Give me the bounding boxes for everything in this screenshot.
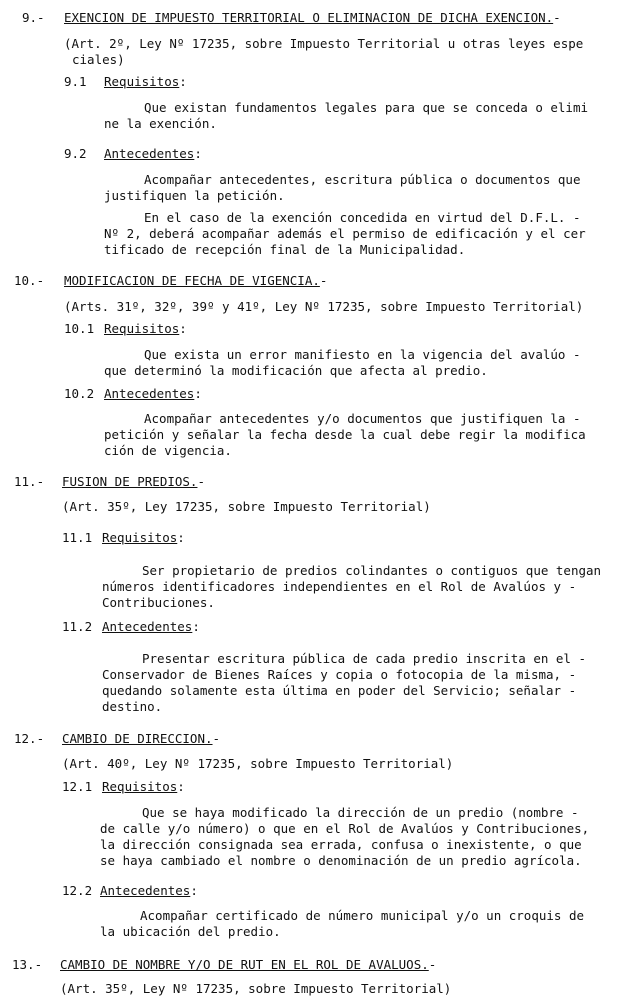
subsection-11-2-number: 11.2 xyxy=(62,619,93,634)
subsection-11-1-number: 11.1 xyxy=(62,530,93,545)
antecedentes-9-2-paragraph-2: En el caso de la exención concedida en virtud del D.F.L. - Nº 2, deberá acompañar además el permiso de edificación y el cer tificado de recepción final de la Municipalidad. xyxy=(104,210,586,257)
section-9-title: EXENCION DE IMPUESTO TERRITORIAL O ELIMINACION DE DICHA EXENCION.- xyxy=(64,10,561,25)
section-12-reference: (Art. 40º, Ley Nº 17235, sobre Impuesto Territorial) xyxy=(62,756,454,771)
antecedentes-10-2-paragraph: Acompañar antecedentes y/o documentos que justifiquen la - petición y señalar la fecha desde la cual debe regir la modifica ción de vigencia. xyxy=(104,411,586,458)
section-11-title: FUSION DE PREDIOS.- xyxy=(62,474,205,489)
requisitos-11-1-paragraph: Ser propietario de predios colindantes o contiguos que tengan números identificadores independientes en el Rol de Avalúos y - Contribuciones. xyxy=(102,563,602,610)
subsection-10-1-label: Requisitos: xyxy=(104,321,187,336)
subsection-10-2-number: 10.2 xyxy=(64,386,95,401)
section-10-reference: (Arts. 31º, 32º, 39º y 41º, Ley Nº 17235, sobre Impuesto Territorial) xyxy=(64,299,584,314)
subsection-12-2-label: Antecedentes: xyxy=(100,883,198,898)
subsection-12-2-number: 12.2 xyxy=(62,883,93,898)
subsection-11-2-label: Antecedentes: xyxy=(102,619,200,634)
subsection-12-1-number: 12.1 xyxy=(62,779,93,794)
subsection-11-1-label: Requisitos: xyxy=(102,530,185,545)
requisitos-9-1-paragraph: Que existan fundamentos legales para que se conceda o elimi ne la exención. xyxy=(104,100,589,131)
section-11-number: 11.- xyxy=(14,474,45,489)
requisitos-12-1-paragraph: Que se haya modificado la dirección de un predio (nombre - de calle y/o número) o que en el Rol de Avalúos y Contribuciones, la dirección consignada sea errada, confusa o inexistente, o que se haya cambiado el nombre o denominación de un predio agrícola. xyxy=(100,805,590,868)
subsection-9-2-label: Antecedentes: xyxy=(104,146,202,161)
section-10-number: 10.- xyxy=(14,273,45,288)
subsection-9-2-number: 9.2 xyxy=(64,146,87,161)
subsection-10-2-label: Antecedentes: xyxy=(104,386,202,401)
section-12-number: 12.- xyxy=(14,731,45,746)
subsection-9-1-label: Requisitos: xyxy=(104,74,187,89)
requisitos-10-1-paragraph: Que exista un error manifiesto en la vigencia del avalúo - que determinó la modificación que afecta al predio. xyxy=(104,347,581,378)
subsection-12-1-label: Requisitos: xyxy=(102,779,185,794)
antecedentes-12-2-paragraph: Acompañar certificado de número municipal y/o un croquis de la ubicación del predio. xyxy=(100,908,585,939)
antecedentes-9-2-paragraph-1: Acompañar antecedentes, escritura pública o documentos que justifiquen la petición. xyxy=(104,172,581,203)
section-12-title: CAMBIO DE DIRECCION.- xyxy=(62,731,221,746)
section-9-number: 9.- xyxy=(22,10,45,25)
section-13-reference: (Art. 35º, Ley Nº 17235, sobre Impuesto Territorial) xyxy=(60,981,452,996)
section-10-title: MODIFICACION DE FECHA DE VIGENCIA.- xyxy=(64,273,328,288)
section-9-reference: (Art. 2º, Ley Nº 17235, sobre Impuesto Territorial u otras leyes espe ciales) xyxy=(64,36,584,67)
antecedentes-11-2-paragraph: Presentar escritura pública de cada predio inscrita en el - Conservador de Bienes Raíces y copia o fotocopia de la misma, - quedando solamente esta última en poder del Servicio; señalar - destino. xyxy=(102,651,587,714)
section-11-reference: (Art. 35º, Ley 17235, sobre Impuesto Territorial) xyxy=(62,499,431,514)
section-13-title: CAMBIO DE NOMBRE Y/O DE RUT EN EL ROL DE AVALUOS.- xyxy=(60,957,437,972)
section-13-number: 13.- xyxy=(12,957,43,972)
subsection-9-1-number: 9.1 xyxy=(64,74,87,89)
subsection-10-1-number: 10.1 xyxy=(64,321,95,336)
